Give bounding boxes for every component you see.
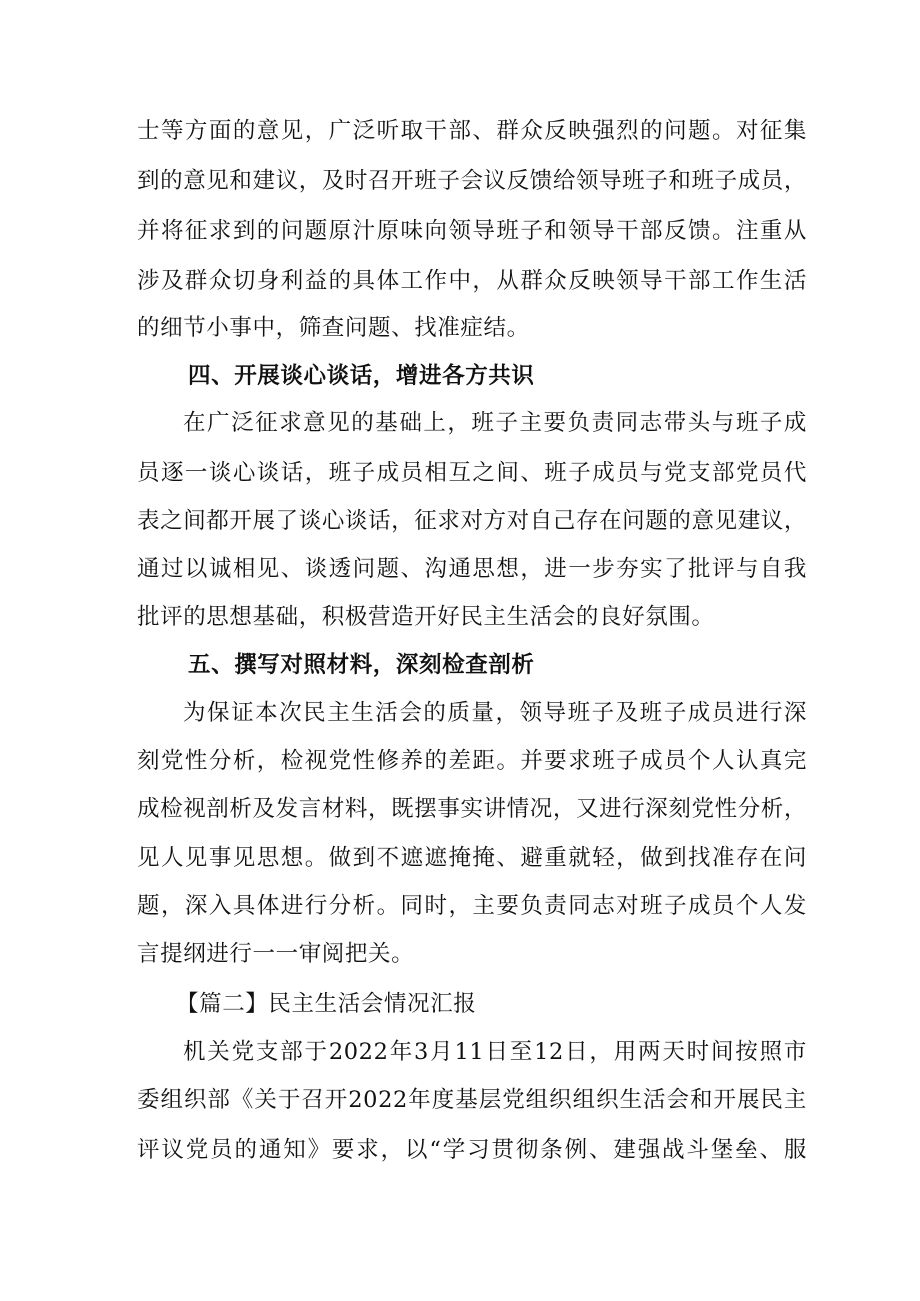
paragraph-line: 批评的思想基础，积极营造开好民主生活会的良好氛围。 [137,604,715,630]
paragraph-line: 评议党员的通知》要求，以“学习贯彻条例、建强战斗堡垒、服 [137,1137,807,1163]
paragraph-line: 刻党性分析，检视党性修养的差距。并要求班子成员个人认真完 [137,748,807,774]
paragraph-line: 委组织部《关于召开2022年度基层党组织组织生活会和开展民主 [137,1087,807,1113]
paragraph-line: 的细节小事中，筛查问题、找准症结。 [137,315,530,341]
paragraph-line: 涉及群众切身利益的具体工作中，从群众反映领导干部工作生活 [137,268,807,294]
paragraph-line: 见人见事见思想。做到不遮遮掩掩、避重就轻，做到找准存在问 [137,845,807,871]
paragraph-line: 言提纲进行一一审阅把关。 [137,941,415,967]
paragraph-line: 并将征求到的问题原汁原味向领导班子和领导干部反馈。注重从 [137,218,807,244]
paragraph-line: 机关党支部于2022年3月11日至12日，用两天时间按照市 [183,1039,807,1065]
paragraph-line: 到的意见和建议，及时召开班子会议反馈给领导班子和班子成员， [137,168,807,194]
section-heading-4: 四、开展谈心谈话，增进各方共识 [188,363,535,389]
paragraph-line: 士等方面的意见，广泛听取干部、群众反映强烈的问题。对征集 [137,118,807,144]
section-heading-5: 五、撰写对照材料，深刻检查剖析 [188,652,535,678]
paragraph-line: 表之间都开展了谈心谈话，征求对方对自己存在问题的意见建议， [137,508,807,534]
paragraph-line: 在广泛征求意见的基础上，班子主要负责同志带头与班子成 [183,410,807,436]
paragraph-line: 为保证本次民主生活会的质量，领导班子及班子成员进行深 [183,700,807,726]
article-title: 【篇二】民主生活会情况汇报 [176,991,477,1017]
paragraph-line: 题，深入具体进行分析。同时，主要负责同志对班子成员个人发 [137,893,807,919]
paragraph-line: 通过以诚相见、谈透问题、沟通思想，进一步夯实了批评与自我 [137,556,807,582]
paragraph-line: 员逐一谈心谈话，班子成员相互之间、班子成员与党支部党员代 [137,460,807,486]
paragraph-line: 成检视剖析及发言材料，既摆事实讲情况，又进行深刻党性分析， [137,796,807,822]
